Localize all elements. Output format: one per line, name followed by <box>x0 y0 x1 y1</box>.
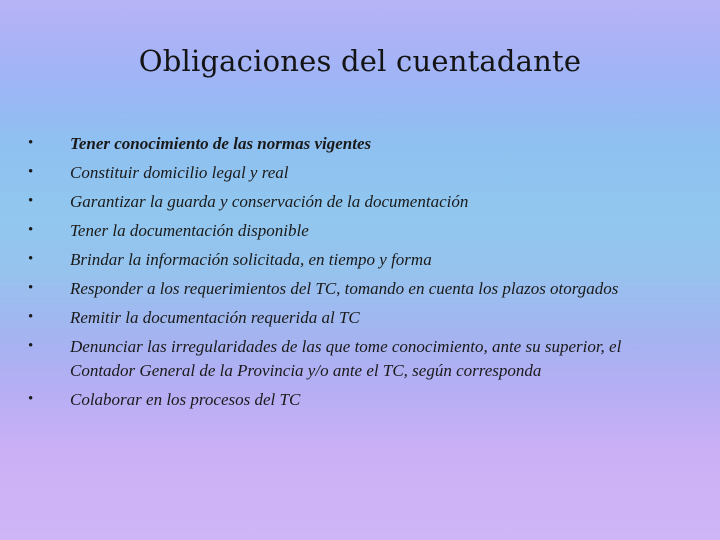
list-item-text: Garantizar la guarda y conservación de la documentación <box>70 192 469 211</box>
list-item <box>28 132 668 156</box>
bullet-icon: • <box>28 251 34 267</box>
list-item <box>28 190 668 214</box>
bullet-icon: • <box>28 309 34 325</box>
bullet-icon: • <box>28 193 34 209</box>
list-item-text: Tener la documentación disponible <box>70 221 309 240</box>
list-item <box>28 219 668 243</box>
list-item <box>28 388 668 412</box>
list-item <box>28 248 668 272</box>
list-item <box>28 161 668 185</box>
list-item-text: Colaborar en los procesos del TC <box>70 389 301 409</box>
list-item-text: Remitir la documentación requerida al TC <box>70 308 360 327</box>
list-item-text: Denunciar las irregularidades de las que tome conocimiento, ante su superior, el Contador General de la Provincia y/o ante el TC, según corresponda <box>70 337 622 380</box>
slide-title: Obligaciones del cuentadante <box>138 44 582 78</box>
list-item-text: Brindar la información solicitada, en tiempo y forma <box>70 250 432 269</box>
list-item <box>28 335 668 382</box>
bullet-icon: • <box>28 280 34 296</box>
bullet-icon: • <box>28 164 34 180</box>
bullet-icon: • <box>28 222 34 238</box>
obligations-list <box>28 132 668 417</box>
bullet-icon: • <box>28 390 34 407</box>
list-item <box>28 277 668 301</box>
list-item-text: Constituir domicilio legal y real <box>70 163 289 182</box>
list-item-text: Tener conocimiento de las normas vigentes <box>70 134 372 153</box>
bullet-icon: • <box>28 135 34 151</box>
list-item-text: Responder a los requerimientos del TC, tomando en cuenta los plazos otorgados <box>70 279 619 298</box>
bullet-icon: • <box>28 338 34 354</box>
list-item <box>28 306 668 330</box>
